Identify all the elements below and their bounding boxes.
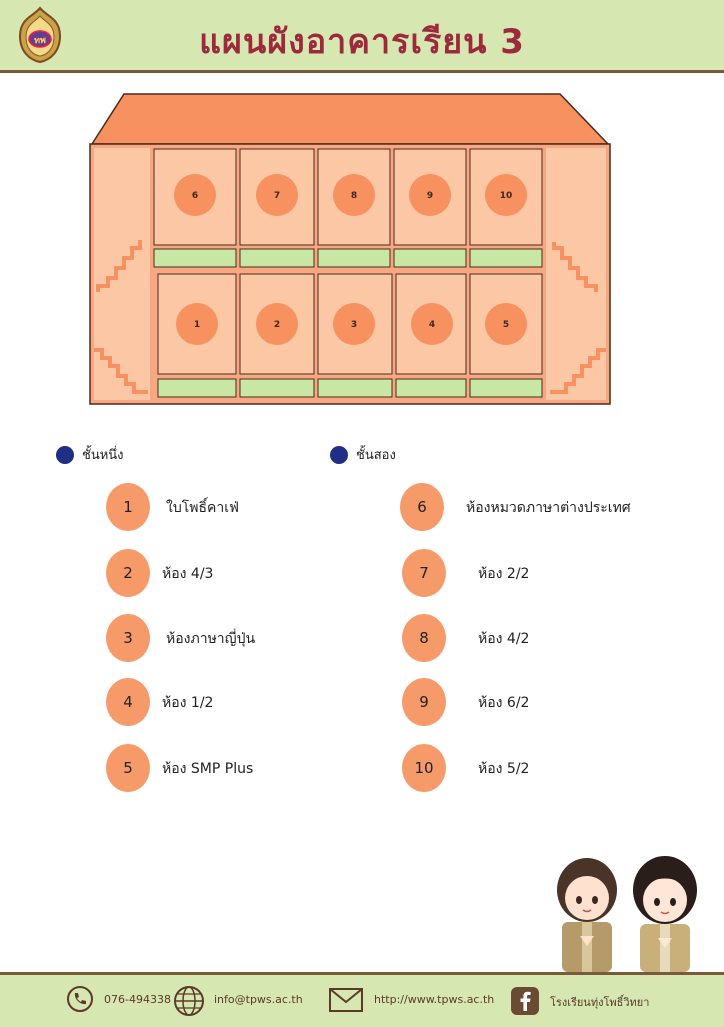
room-name-1: ใบโพธิ์คาเฟ่ <box>166 500 239 516</box>
room-badge-4: 4 <box>106 678 150 726</box>
room-badge-7: 7 <box>402 549 446 597</box>
footer-phone[interactable]: 076-494338 <box>104 993 171 1006</box>
legend-floor-1 <box>56 444 124 465</box>
room-5-label: 5 <box>502 320 510 330</box>
room-badge-8: 8 <box>402 614 446 662</box>
footer <box>0 972 724 1027</box>
upper-corridor-4 <box>394 249 466 267</box>
upper-corridor-2 <box>240 249 314 267</box>
upper-floor <box>154 149 542 267</box>
room-9-label: 9 <box>426 191 434 201</box>
room-name-7: ห้อง 2/2 <box>478 566 530 582</box>
room-name-3: ห้องภาษาญี่ปุ่น <box>166 631 256 647</box>
lower-corridor-1 <box>158 379 236 397</box>
room-name-4: ห้อง 1/2 <box>162 695 214 711</box>
lower-corridor-4 <box>396 379 466 397</box>
room-name-9: ห้อง 6/2 <box>478 695 530 711</box>
room-badge-2: 2 <box>106 549 150 597</box>
globe-icon <box>172 985 206 1017</box>
bullet-icon <box>56 446 74 464</box>
room-badge-1: 1 <box>106 483 150 531</box>
phone-icon <box>66 985 94 1013</box>
legend-floor-1-label: ชั้นหนึ่ง <box>82 448 124 463</box>
room-4-label: 4 <box>428 320 436 330</box>
legend-floor-2 <box>330 444 396 465</box>
svg-text:ทพ: ทพ <box>34 36 46 46</box>
footer-facebook[interactable]: โรงเรียนทุ่งโพธิ์วิทยา <box>550 996 650 1009</box>
upper-corridor-1 <box>154 249 236 267</box>
room-2-label: 2 <box>273 320 281 330</box>
left-stair-column <box>94 148 150 400</box>
page-title: แผนผังอาคารเรียน 3 <box>199 22 525 62</box>
upper-corridor-5 <box>470 249 542 267</box>
room-badge-10: 10 <box>402 744 446 792</box>
student-characters-illustration <box>548 850 708 972</box>
footer-email[interactable]: info@tpws.ac.th <box>214 993 303 1006</box>
room-badge-6: 6 <box>400 483 444 531</box>
mail-icon <box>328 985 364 1013</box>
room-name-10: ห้อง 5/2 <box>478 761 530 777</box>
room-name-5: ห้อง SMP Plus <box>162 761 254 777</box>
facebook-icon <box>510 986 540 1016</box>
lower-floor <box>158 274 542 397</box>
building-roof <box>92 94 608 144</box>
lower-corridor-3 <box>318 379 392 397</box>
lower-corridor-5 <box>470 379 542 397</box>
room-name-6: ห้องหมวดภาษาต่างประเทศ <box>466 500 631 516</box>
room-3-label: 3 <box>350 320 358 330</box>
room-8-label: 8 <box>350 191 358 201</box>
building-plan <box>88 92 614 408</box>
room-7-label: 7 <box>273 191 281 201</box>
room-name-8: ห้อง 4/2 <box>478 631 530 647</box>
boy-character <box>557 858 617 972</box>
girl-character <box>633 856 697 972</box>
lower-corridor-2 <box>240 379 314 397</box>
room-name-2: ห้อง 4/3 <box>162 566 214 582</box>
room-badge-5: 5 <box>106 744 150 792</box>
room-6-label: 6 <box>191 191 199 201</box>
footer-website[interactable]: http://www.tpws.ac.th <box>374 993 495 1006</box>
room-10-label: 10 <box>499 191 513 201</box>
room-badge-9: 9 <box>402 678 446 726</box>
bullet-icon <box>330 446 348 464</box>
header <box>0 0 724 73</box>
upper-corridor-3 <box>318 249 390 267</box>
room-1-label: 1 <box>193 320 201 330</box>
legend-floor-2-label: ชั้นสอง <box>356 448 396 463</box>
room-badge-3: 3 <box>106 614 150 662</box>
